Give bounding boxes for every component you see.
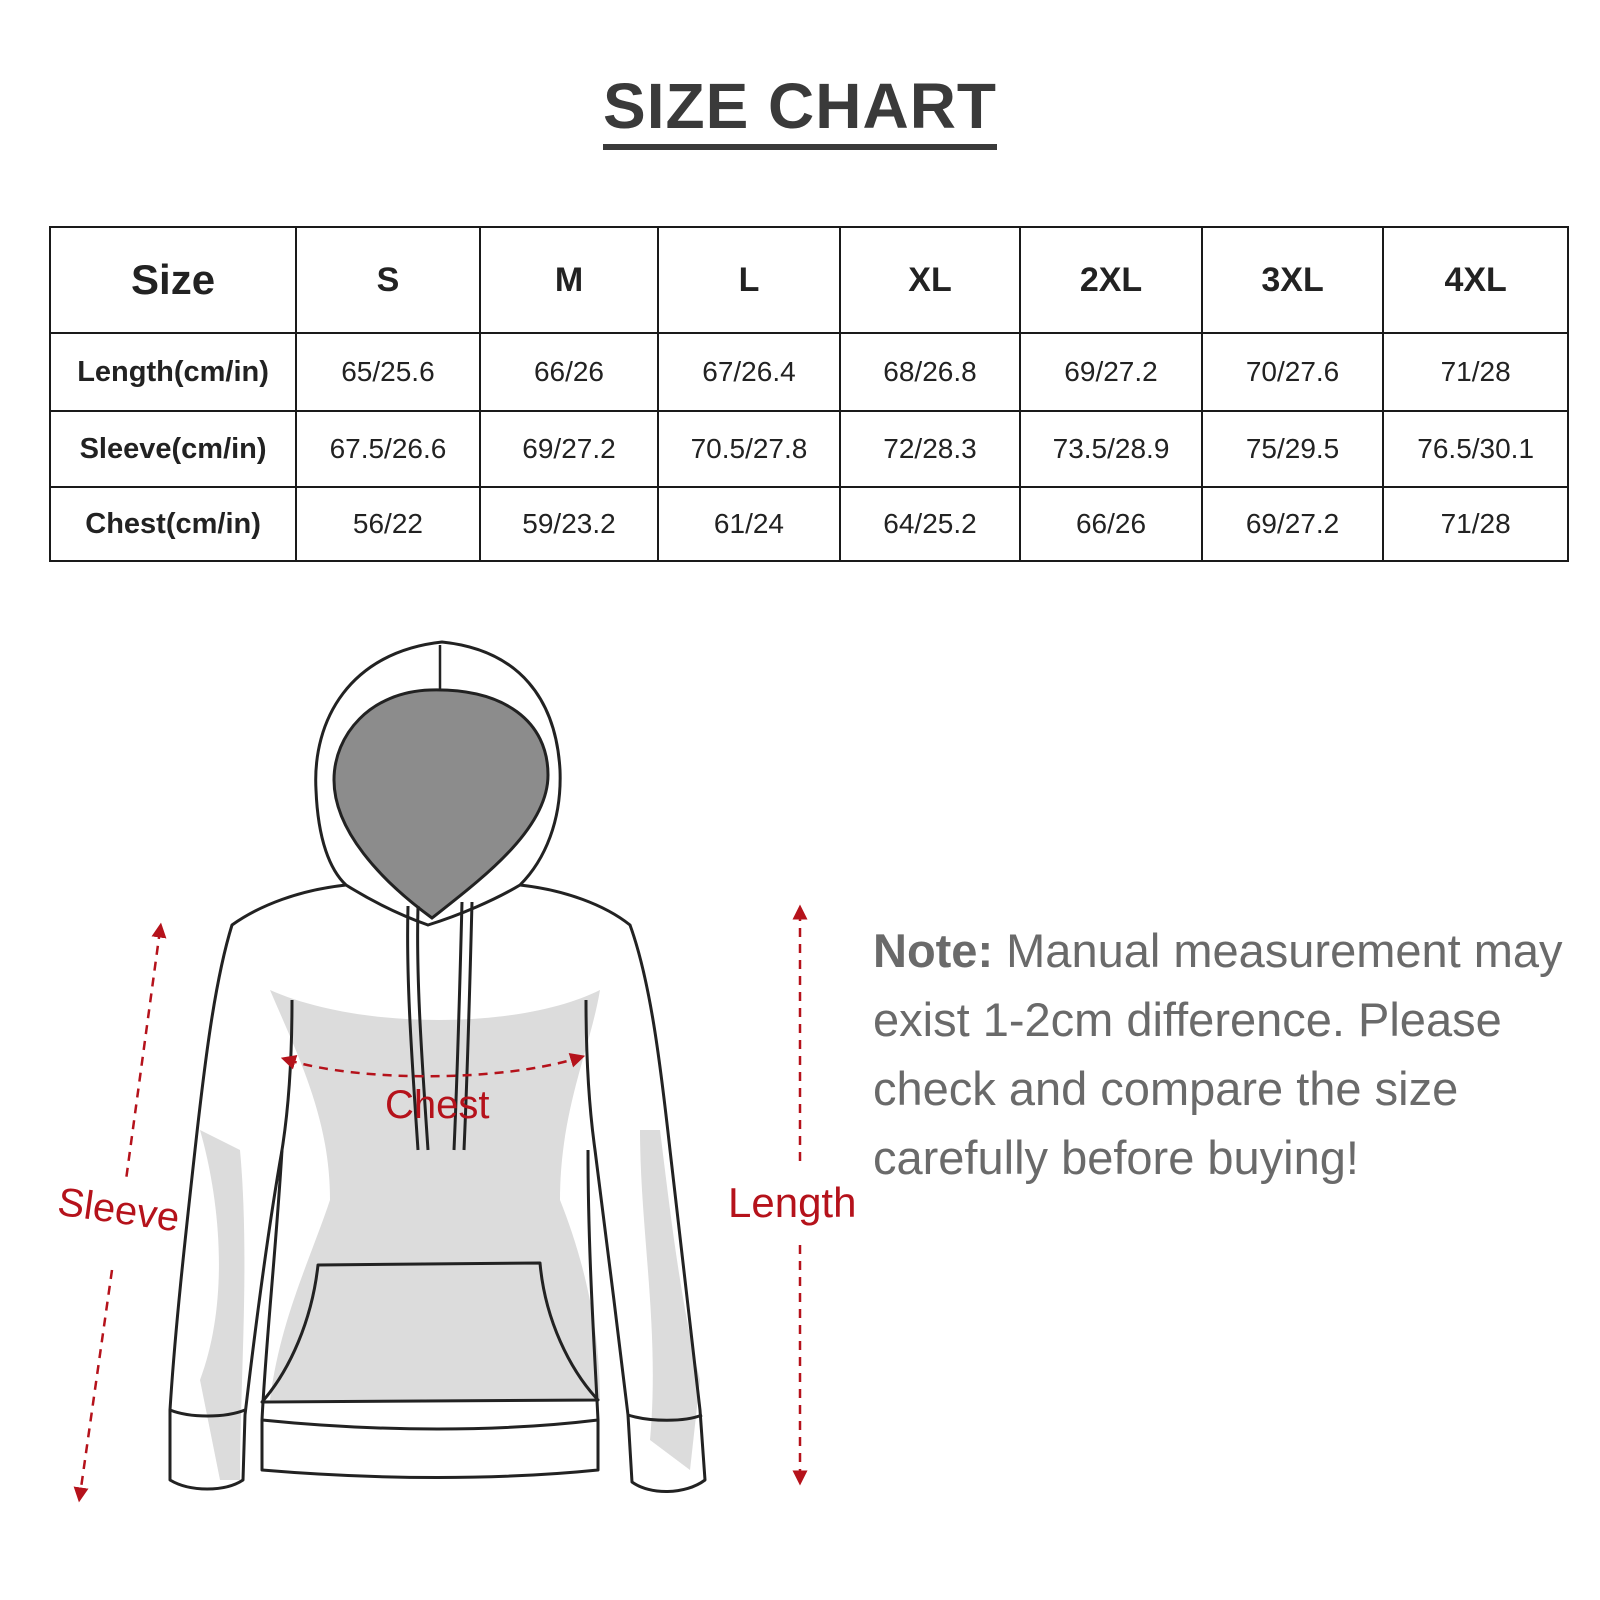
length-label: Length xyxy=(728,1179,857,1226)
page-title: SIZE CHART xyxy=(603,70,997,150)
sleeve-measure-line-bottom xyxy=(80,1270,112,1495)
table-cell: 72/28.3 xyxy=(840,411,1021,487)
table-cell: 61/24 xyxy=(658,487,840,561)
header-cell-4xl: 4XL xyxy=(1383,227,1568,333)
header-cell-3xl: 3XL xyxy=(1202,227,1384,333)
row-label-length: Length(cm/in) xyxy=(50,333,296,411)
header-cell-s: S xyxy=(296,227,480,333)
table-cell: 69/27.2 xyxy=(1020,333,1202,411)
header-cell-2xl: 2XL xyxy=(1020,227,1202,333)
row-label-chest: Chest(cm/in) xyxy=(50,487,296,561)
hood xyxy=(316,642,560,925)
table-cell: 69/27.2 xyxy=(1202,487,1384,561)
table-cell: 67/26.4 xyxy=(658,333,840,411)
table-cell: 76.5/30.1 xyxy=(1383,411,1568,487)
table-cell: 73.5/28.9 xyxy=(1020,411,1202,487)
header-cell-size: Size xyxy=(50,227,296,333)
title-wrap xyxy=(0,70,1600,150)
note-prefix: Note: xyxy=(873,924,994,977)
table-row-sleeve xyxy=(50,411,1568,487)
table-cell: 70.5/27.8 xyxy=(658,411,840,487)
size-table xyxy=(49,226,1569,562)
table-cell: 65/25.6 xyxy=(296,333,480,411)
header-cell-xl: XL xyxy=(840,227,1021,333)
table-cell: 69/27.2 xyxy=(480,411,658,487)
header-cell-m: M xyxy=(480,227,658,333)
table-cell: 66/26 xyxy=(1020,487,1202,561)
table-cell: 64/25.2 xyxy=(840,487,1021,561)
note-text xyxy=(873,916,1593,1192)
table-cell: 67.5/26.6 xyxy=(296,411,480,487)
table-row-length xyxy=(50,333,1568,411)
table-cell: 59/23.2 xyxy=(480,487,658,561)
table-cell: 56/22 xyxy=(296,487,480,561)
hoodie-diagram xyxy=(0,600,900,1600)
table-header-row xyxy=(50,227,1568,333)
table-cell: 71/28 xyxy=(1383,333,1568,411)
sleeve-measure-line-top xyxy=(126,930,160,1180)
table-cell: 66/26 xyxy=(480,333,658,411)
table-cell: 68/26.8 xyxy=(840,333,1021,411)
header-cell-l: L xyxy=(658,227,840,333)
table-row-chest xyxy=(50,487,1568,561)
row-label-sleeve: Sleeve(cm/in) xyxy=(50,411,296,487)
note-body: Manual measurement may exist 1-2cm difference. Please check and compare the size carefully before buying! xyxy=(873,924,1563,1184)
sleeve-label: Sleeve xyxy=(54,1179,183,1241)
table-cell: 71/28 xyxy=(1383,487,1568,561)
table-cell: 70/27.6 xyxy=(1202,333,1384,411)
table-cell: 75/29.5 xyxy=(1202,411,1384,487)
chest-label: Chest xyxy=(385,1083,490,1127)
